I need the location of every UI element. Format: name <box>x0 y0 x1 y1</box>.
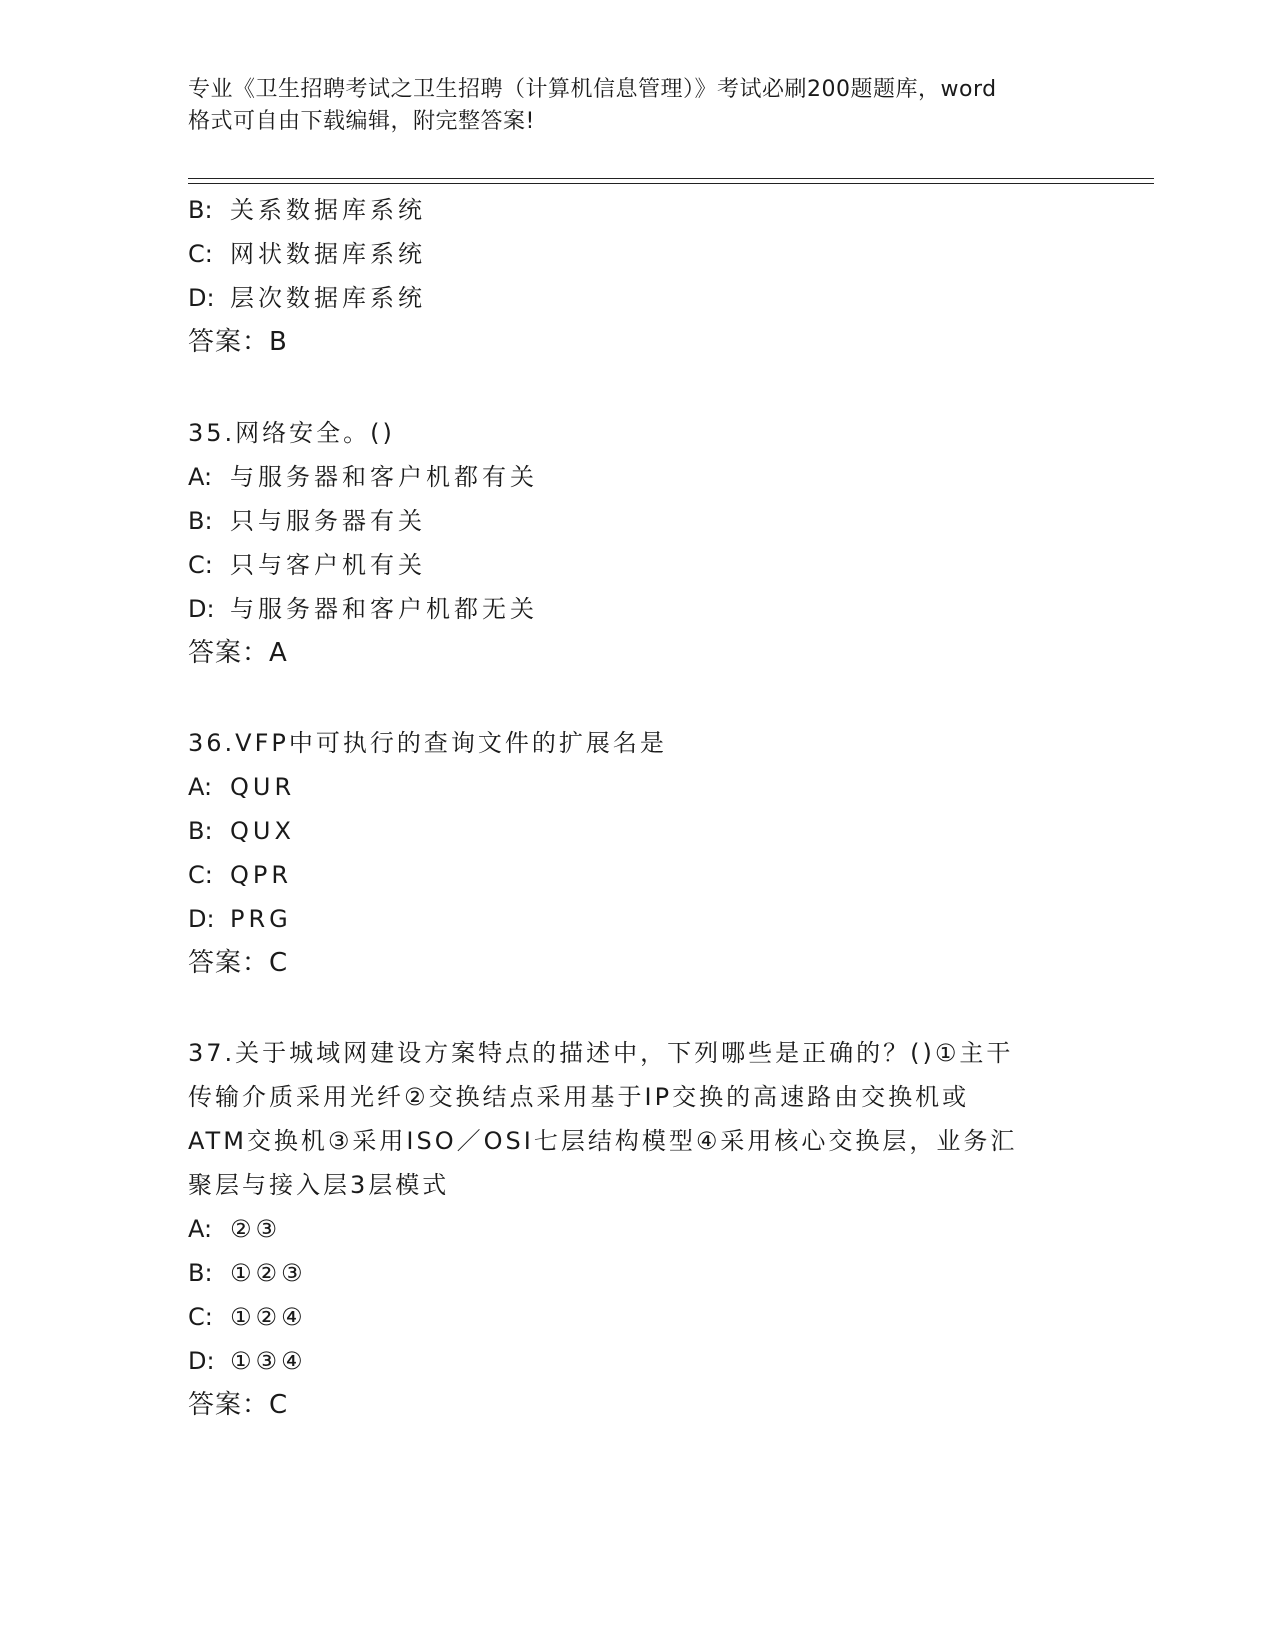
q35-stem: 35.网络安全。() <box>188 419 395 447</box>
option-text: QUR <box>230 773 296 801</box>
option-label: D: <box>188 1347 215 1375</box>
option-text: ①②③ <box>230 1259 307 1287</box>
option-text: 与服务器和客户机都有关 <box>230 463 538 491</box>
q35-option-b <box>188 506 426 536</box>
q36-answer: 答案：C <box>188 948 289 978</box>
q34-option-c <box>188 239 426 269</box>
option-label: A: <box>188 1215 213 1243</box>
q35-option-d <box>188 594 538 624</box>
document-header <box>188 74 1088 138</box>
q36-option-a <box>188 772 295 802</box>
option-text: 层次数据库系统 <box>230 284 426 312</box>
option-label: A: <box>188 463 213 491</box>
q36-stem: 36.VFP中可执行的查询文件的扩展名是 <box>188 729 667 757</box>
header-line-2: 格式可自由下载编辑，附完整答案! <box>188 109 535 134</box>
q37-stem-line-1: 37.关于城域网建设方案特点的描述中，下列哪些是正确的？()①主干 <box>188 1039 1014 1067</box>
header-divider-top <box>188 178 1154 179</box>
option-text: QUX <box>230 817 295 845</box>
q37-stem-line-2: 传输介质采用光纤②交换结点采用基于IP交换的高速路由交换机或 <box>188 1083 970 1111</box>
option-text: ①③④ <box>230 1347 307 1375</box>
option-text: 与服务器和客户机都无关 <box>230 595 538 623</box>
option-text: 关系数据库系统 <box>230 196 426 224</box>
option-label: B: <box>188 1259 213 1287</box>
option-text: QPR <box>230 861 293 889</box>
q35-option-c <box>188 550 426 580</box>
option-label: A: <box>188 773 213 801</box>
option-label: C: <box>188 551 213 579</box>
option-label: D: <box>188 905 215 933</box>
q37-option-d <box>188 1346 307 1376</box>
option-text: ②③ <box>230 1215 282 1243</box>
option-label: C: <box>188 240 213 268</box>
q36-option-d <box>188 904 292 934</box>
option-label: C: <box>188 1303 213 1331</box>
q34-option-d <box>188 283 426 313</box>
q35-option-a <box>188 462 538 492</box>
q35-answer: 答案：A <box>188 638 288 668</box>
q37-stem-line-4: 聚层与接入层3层模式 <box>188 1171 450 1199</box>
option-label: B: <box>188 507 213 535</box>
q37-option-a <box>188 1214 281 1244</box>
option-text: 网状数据库系统 <box>230 240 426 268</box>
q36-option-c <box>188 860 292 890</box>
option-label: B: <box>188 196 213 224</box>
option-text: 只与服务器有关 <box>230 507 426 535</box>
q37-option-b <box>188 1258 307 1288</box>
option-text: 只与客户机有关 <box>230 551 426 579</box>
option-label: C: <box>188 861 213 889</box>
option-label: D: <box>188 595 215 623</box>
option-label: B: <box>188 817 213 845</box>
q37-answer: 答案：C <box>188 1390 289 1420</box>
q37-option-c <box>188 1302 307 1332</box>
q36-option-b <box>188 816 295 846</box>
option-text: PRG <box>230 905 292 933</box>
q37-stem-line-3: ATM交换机③采用ISO／OSI七层结构模型④采用核心交换层，业务汇 <box>188 1127 1018 1155</box>
header-divider-bottom <box>188 183 1154 184</box>
q34-option-b <box>188 195 426 225</box>
option-text: ①②④ <box>230 1303 307 1331</box>
q34-answer: 答案：B <box>188 327 288 357</box>
option-label: D: <box>188 284 215 312</box>
header-line-1: 专业《卫生招聘考试之卫生招聘（计算机信息管理）》考试必刷200题题库，word <box>188 77 997 102</box>
